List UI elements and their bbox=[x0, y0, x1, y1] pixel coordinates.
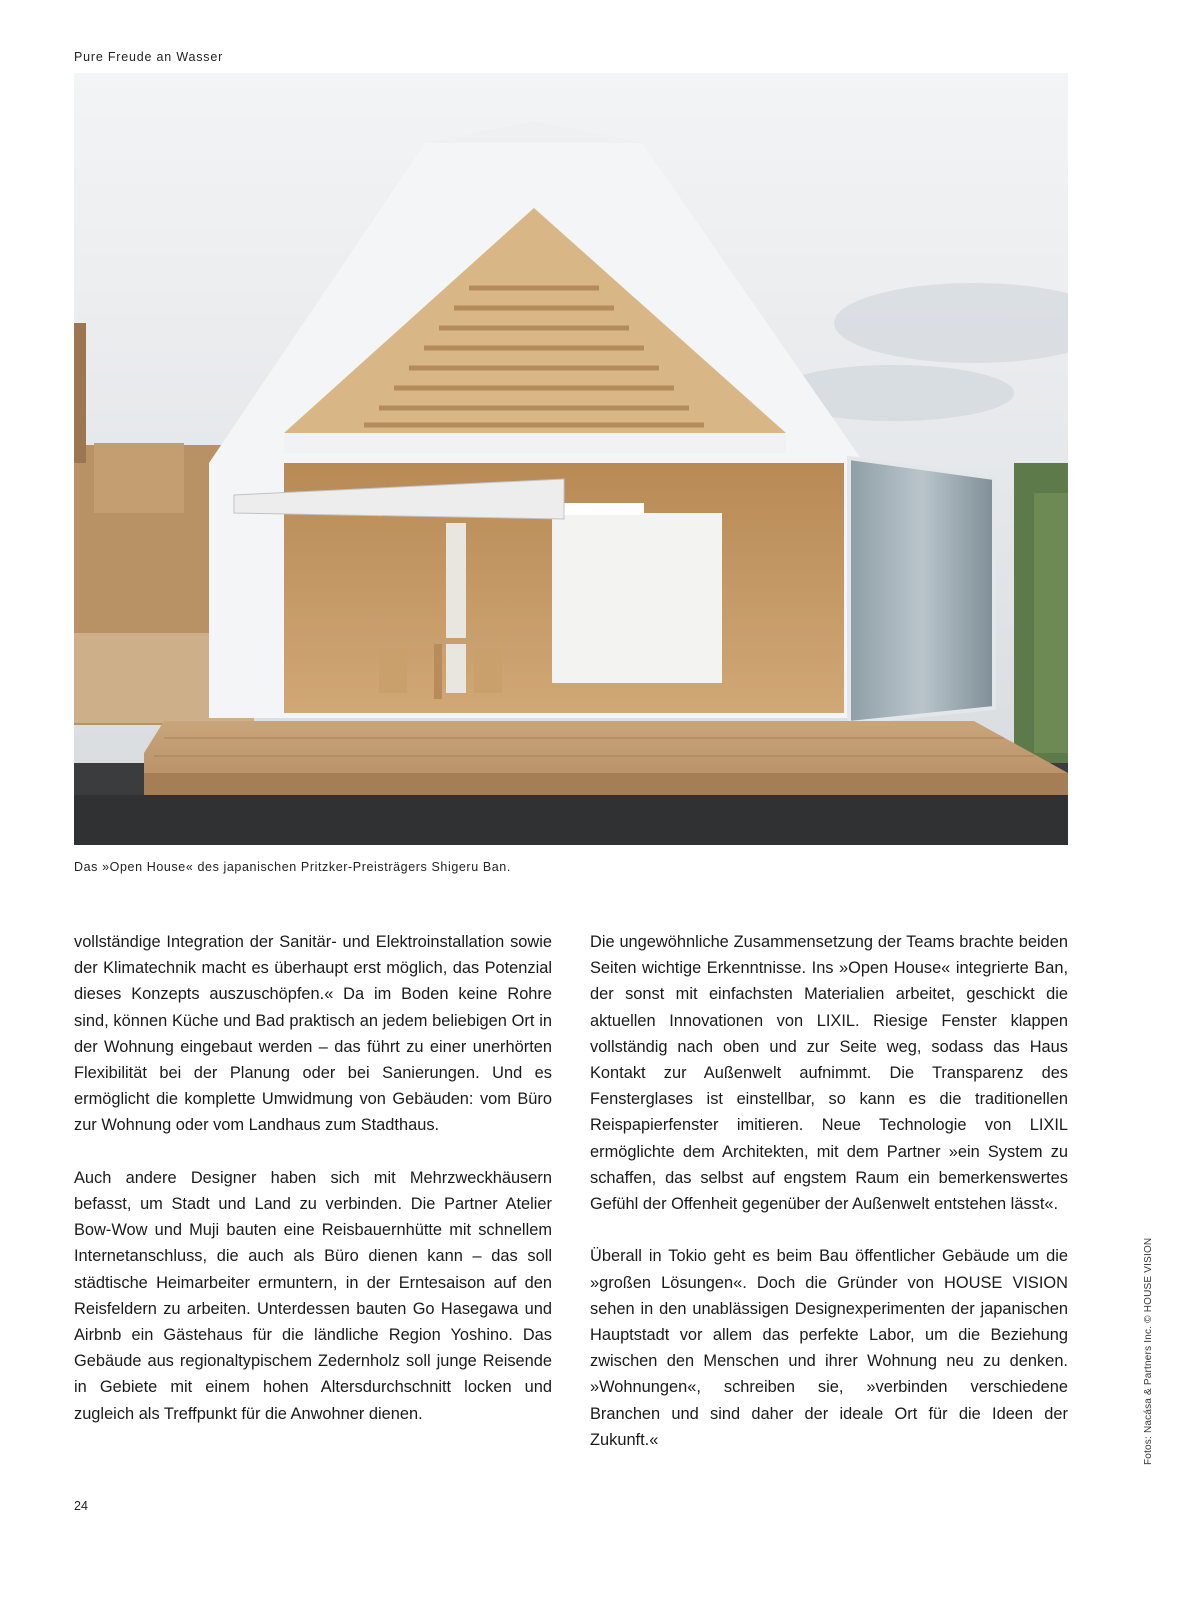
photo-caption: Das »Open House« des japanischen Pritzker-Preisträgers Shigeru Ban. bbox=[74, 860, 511, 874]
running-head: Pure Freude an Wasser bbox=[74, 50, 224, 64]
page-number: 24 bbox=[74, 1499, 88, 1513]
paragraph: vollständige Integration der Sanitär- und Elektroinstallation sowie der Klimatechnik macht es überhaupt erst möglich, das Potenzial dieses Konzepts auszuschöpfen.« Da im Boden keine Rohre sind, können Küche und Bad praktisch an jedem beliebigen Ort in der Wohnung eingebaut werden – das führt zu einer unerhörten Flexibilität bei der Planung oder bei Sanierungen. Und es ermöglicht die komplette Umwidmung von Gebäuden: vom Büro zur Wohnung oder vom Landhaus zum Stadthaus. bbox=[74, 933, 552, 1135]
paragraph: Überall in Tokio geht es beim Bau öffentlicher Gebäude um die »großen Lösungen«. Doch die Gründer von HOUSE VISION sehen in den unablässigen Designexperimenten der japanischen Hauptstadt vor allem das perfekte Labor, um die Beziehung zwischen den Menschen und ihrer Wohnung neu zu denken. »Wohnungen«, schreiben sie, »verbinden verschiedene Branchen und sind daher der ideale Ort für die Ideen der Zukunft.« bbox=[590, 1247, 1068, 1449]
photo-credit: Fotos: Nacása & Partners Inc. © HOUSE VISION bbox=[1143, 1237, 1154, 1465]
paragraph: Auch andere Designer haben sich mit Mehrzweckhäusern befasst, um Stadt und Land zu verbinden. Die Partner Atelier Bow-Wow und Muji bauten eine Reisbauernhütte mit schnellem Internetanschluss, die auch als Büro dienen kann – das soll städtische Heimarbeiter ermuntern, in der Erntesaison auf den Reisfeldern zu arbeiten. Unterdessen bauten Go Hasegawa und Airbnb ein Gästehaus für die ländliche Region Yoshino. Das Gebäude aus regionaltypischem Zedernholz soll junge Reisende in Gebiete mit einem hohen Altersdurchschnitt locken und zugleich als Treffpunkt für die Anwohner dienen. bbox=[74, 1168, 552, 1423]
house-photo bbox=[74, 73, 1068, 845]
text-column-left bbox=[74, 929, 552, 1453]
text-column-right bbox=[590, 929, 1068, 1479]
paragraph: Die ungewöhnliche Zusammensetzung der Teams brachte beiden Seiten wichtige Erkenntnisse. Ins »Open House« integrierte Ban, der sonst mit einfachsten Materialien arbeitet, geschickt die aktuellen Innovationen von LIXIL. Riesige Fenster klappen vollständig nach oben und zur Seite weg, sodass das Haus Kontakt zur Außenwelt aufnimmt. Die Transparenz des Fensterglases ist einstellbar, so kann es die traditionellen Reispapierfenster imitieren. Neue Technologie von LIXIL ermöglichte dem Architekten, mit dem Partner »ein System zu schaffen, das selbst auf engstem Raum ein bemerkenswertes Gefühl der Offenheit gegenüber der Außenwelt entstehen lässt«. bbox=[590, 933, 1068, 1214]
